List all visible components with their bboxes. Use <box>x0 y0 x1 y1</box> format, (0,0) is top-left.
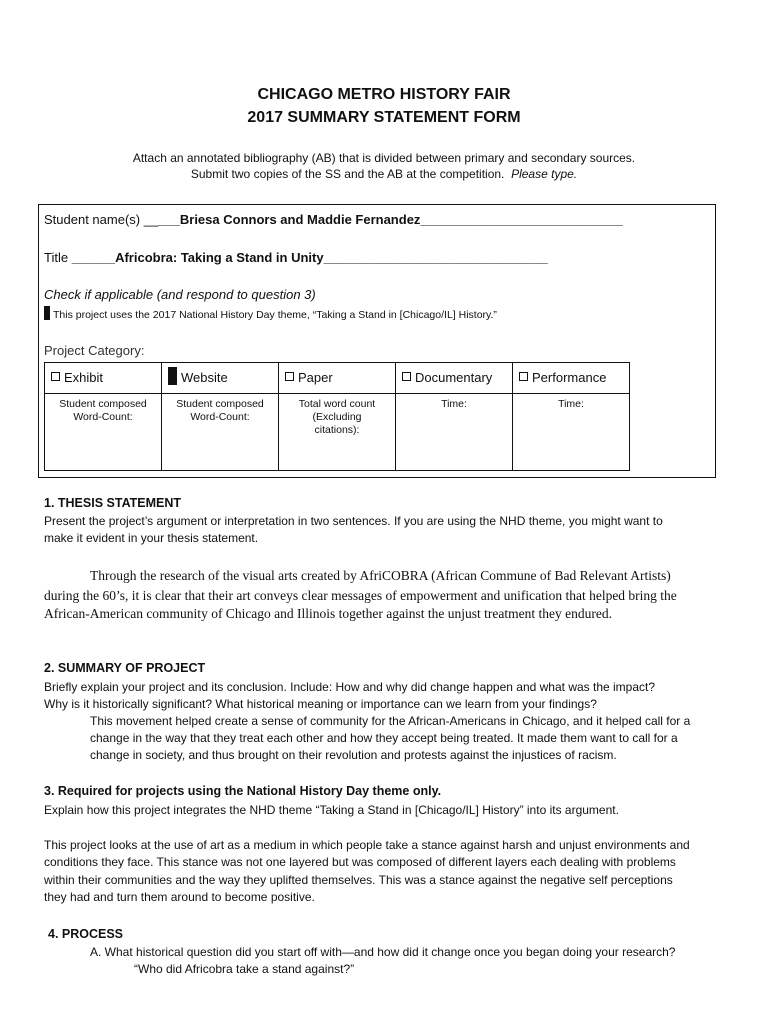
title-value[interactable]: ______Africobra: Taking a Stand in Unity_______________________________ <box>71 250 548 265</box>
summary-prompt-1: Briefly explain your project and its conclusion. Include: How and why did change happen and what was the impact? <box>44 680 656 694</box>
check-applicable-label: Check if applicable (and respond to question 3) <box>44 287 316 302</box>
nhd-theme-answer-4[interactable]: they had and turn them around to become positive. <box>44 890 315 904</box>
project-category-label: Project Category: <box>44 343 145 358</box>
exhibit-label: Exhibit <box>64 370 104 385</box>
performance-checkbox[interactable] <box>519 372 528 381</box>
paper-checkbox[interactable] <box>285 372 294 381</box>
website-label: Website <box>181 370 228 385</box>
thesis-prompt-1: Present the project’s argument or interpretation in two sentences. If you are using the NHD theme, you might want to <box>44 514 663 528</box>
instruction-line-1: Attach an annotated bibliography (AB) that is divided between primary and secondary sources. <box>132 151 636 165</box>
summary-answer-2[interactable]: change in the way that they treat each other and how they accept being treated. It made them want to call for a <box>90 731 678 745</box>
process-answer-a[interactable]: “Who did Africobra take a stand against?” <box>134 962 355 976</box>
documentary-checkbox[interactable] <box>402 372 411 381</box>
category-exhibit[interactable] <box>45 363 162 394</box>
form-subtitle: 2017 SUMMARY STATEMENT FORM <box>247 109 521 126</box>
paper-detail[interactable]: Total word count (Excluding citations): <box>279 394 396 471</box>
thesis-prompt-2: make it evident in your thesis statement. <box>44 531 259 545</box>
nhd-theme-heading: 3. Required for projects using the National History Day theme only. <box>44 784 442 798</box>
project-category-table <box>44 362 630 471</box>
title-field[interactable] <box>44 250 548 265</box>
documentary-detail[interactable]: Time: <box>396 394 513 471</box>
summary-answer-3[interactable]: change in society, and thus brought on their revolution and protests against the injustices of racism. <box>90 748 617 762</box>
category-website[interactable] <box>162 363 279 394</box>
category-header-row <box>45 363 630 394</box>
paper-label: Paper <box>298 370 333 385</box>
process-question-a: A. What historical question did you start off with—and how did it change once you began doing your research? <box>90 945 676 959</box>
nhd-theme-checkbox[interactable] <box>44 306 50 320</box>
nhd-theme-text: This project uses the 2017 National History Day theme, “Taking a Stand in [Chicago/IL] History.” <box>53 309 497 321</box>
thesis-heading: 1. THESIS STATEMENT <box>44 496 182 510</box>
documentary-label: Documentary <box>415 370 493 385</box>
summary-answer-1[interactable]: This movement helped create a sense of community for the African-Americans in Chicago, and it helped call for a <box>90 714 691 728</box>
instruction-text: Submit two copies of the SS and the AB at the competition. <box>190 167 505 181</box>
title-label: Title <box>44 250 69 265</box>
nhd-theme-answer-3[interactable]: within their communities and the way they uplifted themselves. This was a stance against the negative self perceptions <box>44 873 673 887</box>
category-performance[interactable] <box>513 363 630 394</box>
instruction-emphasis: Please type. <box>511 167 578 181</box>
summary-prompt-2: Why is it historically significant? What historical meaning or importance can we learn from your findings? <box>44 697 597 711</box>
instruction-line-2 <box>0 167 768 181</box>
thesis-answer-1[interactable]: Through the research of the visual arts created by AfriCOBRA (African Commune of Bad Relevant Artists) <box>90 568 671 583</box>
student-name-field[interactable] <box>44 212 623 227</box>
thesis-answer-3[interactable]: African-American community of Chicago and Illinois together against the unjust treatment they endured. <box>44 606 612 621</box>
category-detail-row <box>45 394 630 471</box>
performance-label: Performance <box>532 370 607 385</box>
student-name-value[interactable]: ___Briesa Connors and Maddie Fernandez____________________________ <box>158 212 623 227</box>
nhd-theme-answer-2[interactable]: conditions they face. This stance was not one layered but was composed of different layers each dealing with problems <box>44 855 676 869</box>
exhibit-checkbox[interactable] <box>51 372 60 381</box>
category-documentary[interactable] <box>396 363 513 394</box>
nhd-theme-answer-1[interactable]: This project looks at the use of art as a medium in which people take a stance against harsh and unjust environments and <box>44 838 690 852</box>
process-heading: 4. PROCESS <box>48 927 124 941</box>
nhd-theme-prompt: Explain how this project integrates the NHD theme “Taking a Stand in [Chicago/IL] History” into its argument. <box>44 803 619 817</box>
website-checkbox[interactable] <box>168 367 177 385</box>
performance-detail[interactable]: Time: <box>513 394 630 471</box>
student-name-label: Student name(s) __ <box>44 212 159 227</box>
form-title: CHICAGO METRO HISTORY FAIR <box>257 86 511 103</box>
summary-heading: 2. SUMMARY OF PROJECT <box>44 661 206 675</box>
thesis-answer-2[interactable]: during the 60’s, it is clear that their art conveys clear messages of empowerment and unification that helped bring the <box>44 588 677 603</box>
nhd-theme-checkbox-row[interactable] <box>44 306 497 321</box>
exhibit-detail[interactable]: Student composed Word-Count: <box>45 394 162 471</box>
category-paper[interactable] <box>279 363 396 394</box>
website-detail[interactable]: Student composed Word-Count: <box>162 394 279 471</box>
